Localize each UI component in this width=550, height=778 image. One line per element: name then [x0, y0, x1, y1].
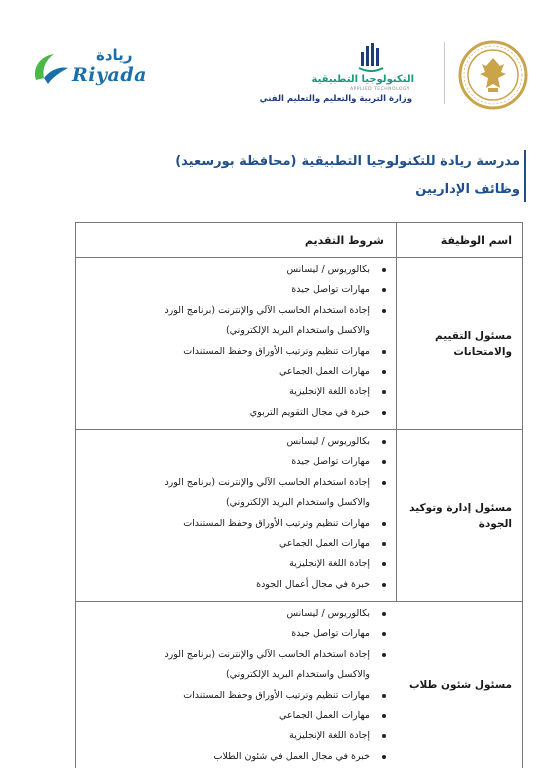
requirement-item: مهارات تنظيم وترتيب الأوراق وحفظ المستندات: [76, 514, 396, 534]
requirement-item: بكالوريوس / ليسانس: [76, 604, 396, 624]
requirement-item: خبرة في مجال التقويم التربوي: [76, 403, 396, 423]
job-name-line: مسئول شئون طلاب: [408, 679, 512, 691]
requirement-item: إجادة استخدام الحاسب الآلي والإنترنت (برنامج الورد: [76, 301, 396, 321]
table-row: [75, 430, 523, 602]
section-title: وظائف الإداريين: [415, 182, 520, 197]
requirement-item: مهارات تواصل جيدة: [76, 280, 396, 300]
governorate: (محافظة بورسعيد): [175, 154, 297, 169]
title-accent-bar: [524, 150, 526, 202]
ministry-name: وزارة التربية والتعليم والتعليم الفني: [259, 94, 412, 104]
requirement-item: إجادة استخدام الحاسب الآلي والإنترنت (برنامج الورد: [76, 473, 396, 493]
requirement-item: إجادة اللغة الإنجليزية: [76, 726, 396, 746]
ministry-seal-icon: [458, 40, 528, 110]
requirement-item: مهارات تنظيم وترتيب الأوراق وحفظ المستندات: [76, 686, 396, 706]
jobs-table: [75, 222, 523, 768]
requirement-item-continuation: والاكسل واستخدام البريد الإلكتروني): [225, 325, 370, 337]
school-title: [175, 150, 520, 169]
requirement-item: خبرة في مجال العمل في شئون الطلاب: [76, 747, 396, 767]
job-name-line: الجودة: [478, 517, 512, 530]
requirement-item: خبرة في مجال أعمال الجودة: [76, 575, 396, 595]
header-divider: [444, 42, 445, 104]
job-name-line: والامتحانات: [453, 345, 512, 358]
table-row: [75, 602, 523, 768]
job-name-cell: [396, 258, 522, 429]
applied-technology-logo: [259, 38, 440, 110]
requirement-item-continuation: والاكسل واستخدام البريد الإلكتروني): [225, 497, 370, 509]
requirements-list: [76, 604, 396, 767]
requirement-item: مهارات تنظيم وترتيب الأوراق وحفظ المستندات: [76, 342, 396, 362]
header-requirements: شروط التقديم: [304, 233, 384, 247]
riyada-english-name: Riyada: [72, 64, 147, 86]
applied-technology-english: APPLIED TECHNOLOGY: [349, 87, 410, 92]
job-name-line: مسئول التقييم: [434, 329, 512, 342]
requirements-cell: [76, 258, 396, 429]
requirement-item: مهارات العمل الجماعي: [76, 362, 396, 382]
table-row: [75, 258, 523, 430]
job-name-cell: [396, 430, 522, 601]
requirements-list: [76, 260, 396, 423]
requirement-item: إجادة استخدام الحاسب الآلي والإنترنت (برنامج الورد: [76, 645, 396, 665]
requirement-item: مهارات العمل الجماعي: [76, 706, 396, 726]
requirement-item-continuation: والاكسل واستخدام البريد الإلكتروني): [225, 669, 370, 681]
requirement-item: مهارات تواصل جيدة: [76, 452, 396, 472]
job-name-cell: [396, 602, 522, 768]
riyada-arabic-name: ريادة: [96, 46, 133, 64]
requirements-list: [76, 432, 396, 595]
school-name: مدرسة ريادة للتكنولوجيا التطبيقية: [301, 154, 520, 169]
requirement-item: بكالوريوس / ليسانس: [76, 432, 396, 452]
applied-technology-icon: [358, 42, 384, 72]
riyada-logo: [30, 46, 150, 92]
requirement-item: إجادة اللغة الإنجليزية: [76, 382, 396, 402]
job-name-line: مسئول إدارة وتوكيد: [409, 501, 512, 514]
riyada-swoosh-icon: [30, 50, 70, 86]
requirement-item: مهارات تواصل جيدة: [76, 624, 396, 644]
requirement-item: بكالوريوس / ليسانس: [76, 260, 396, 280]
requirement-item: مهارات العمل الجماعي: [76, 534, 396, 554]
requirements-cell: [76, 430, 396, 601]
header-job-name: اسم الوظيفة: [396, 223, 522, 257]
applied-technology-arabic: التكنولوجيا التطبيقية: [311, 74, 414, 85]
requirements-cell: [75, 602, 396, 768]
table-header-row: [75, 222, 523, 258]
requirement-item: إجادة اللغة الإنجليزية: [76, 554, 396, 574]
